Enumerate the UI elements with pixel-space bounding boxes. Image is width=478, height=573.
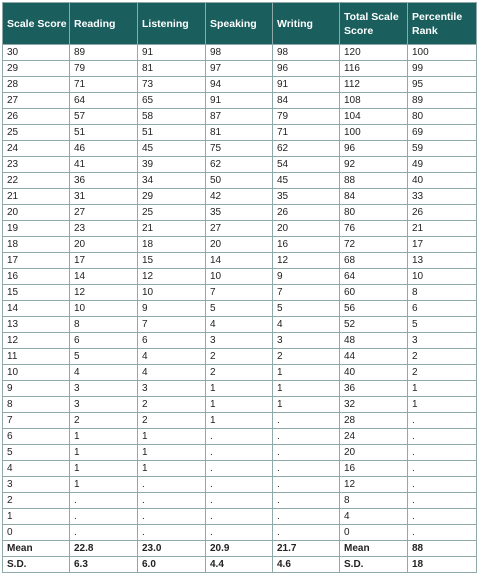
cell-percentile-rank: 18 <box>408 557 477 573</box>
cell-scale-score: 8 <box>3 397 70 413</box>
cell-total-scale-score: 4 <box>340 509 408 525</box>
cell-total-scale-score: 52 <box>340 317 408 333</box>
cell-scale-score: 21 <box>3 189 70 205</box>
table-row <box>3 317 477 333</box>
cell-listening: 4 <box>138 349 206 365</box>
sd-row <box>3 557 477 573</box>
cell-total-scale-score: 60 <box>340 285 408 301</box>
cell-writing: . <box>273 509 340 525</box>
cell-listening: 3 <box>138 381 206 397</box>
cell-percentile-rank: . <box>408 509 477 525</box>
cell-scale-score: 5 <box>3 445 70 461</box>
cell-percentile-rank: 100 <box>408 45 477 61</box>
cell-speaking: . <box>206 477 273 493</box>
cell-speaking: . <box>206 509 273 525</box>
cell-percentile-rank: . <box>408 445 477 461</box>
cell-total-scale-score: 64 <box>340 269 408 285</box>
cell-scale-score: 1 <box>3 509 70 525</box>
cell-listening: 6.0 <box>138 557 206 573</box>
table-row <box>3 93 477 109</box>
cell-listening: 12 <box>138 269 206 285</box>
table-row <box>3 285 477 301</box>
cell-reading: 71 <box>70 77 138 93</box>
cell-writing: 98 <box>273 45 340 61</box>
cell-speaking: 98 <box>206 45 273 61</box>
cell-total-scale-score: 112 <box>340 77 408 93</box>
cell-writing: 12 <box>273 253 340 269</box>
table-row <box>3 189 477 205</box>
cell-speaking: 2 <box>206 365 273 381</box>
cell-speaking: . <box>206 445 273 461</box>
cell-writing: 21.7 <box>273 541 340 557</box>
cell-reading: 1 <box>70 461 138 477</box>
mean-row <box>3 541 477 557</box>
cell-reading: 20 <box>70 237 138 253</box>
cell-speaking: 75 <box>206 141 273 157</box>
cell-listening: 9 <box>138 301 206 317</box>
table-header <box>3 3 477 45</box>
cell-reading: . <box>70 493 138 509</box>
cell-percentile-rank: 26 <box>408 205 477 221</box>
cell-scale-score: 10 <box>3 365 70 381</box>
cell-listening: . <box>138 493 206 509</box>
cell-listening: 58 <box>138 109 206 125</box>
cell-percentile-rank: . <box>408 525 477 541</box>
table-row <box>3 349 477 365</box>
cell-reading: . <box>70 525 138 541</box>
cell-total-scale-score: 12 <box>340 477 408 493</box>
cell-scale-score: 7 <box>3 413 70 429</box>
cell-scale-score: 22 <box>3 173 70 189</box>
cell-writing: 1 <box>273 365 340 381</box>
cell-speaking: 35 <box>206 205 273 221</box>
cell-speaking: 4.4 <box>206 557 273 573</box>
cell-writing: 71 <box>273 125 340 141</box>
table-body <box>3 45 477 573</box>
cell-percentile-rank: 2 <box>408 365 477 381</box>
cell-percentile-rank: 8 <box>408 285 477 301</box>
cell-writing: 26 <box>273 205 340 221</box>
table-row <box>3 429 477 445</box>
cell-scale-score: 0 <box>3 525 70 541</box>
cell-listening: . <box>138 509 206 525</box>
cell-speaking: 1 <box>206 413 273 429</box>
cell-reading: 51 <box>70 125 138 141</box>
cell-writing: 91 <box>273 77 340 93</box>
cell-scale-score: 11 <box>3 349 70 365</box>
cell-writing: . <box>273 477 340 493</box>
cell-listening: 39 <box>138 157 206 173</box>
cell-writing: 79 <box>273 109 340 125</box>
cell-reading: 14 <box>70 269 138 285</box>
cell-reading: 1 <box>70 477 138 493</box>
table-row <box>3 157 477 173</box>
cell-listening: 65 <box>138 93 206 109</box>
cell-listening: 1 <box>138 461 206 477</box>
cell-percentile-rank: 17 <box>408 237 477 253</box>
cell-reading: 12 <box>70 285 138 301</box>
cell-speaking: 3 <box>206 333 273 349</box>
cell-writing: 16 <box>273 237 340 253</box>
cell-reading: 64 <box>70 93 138 109</box>
cell-writing: 9 <box>273 269 340 285</box>
cell-reading: 5 <box>70 349 138 365</box>
cell-reading: 1 <box>70 429 138 445</box>
cell-writing: . <box>273 429 340 445</box>
cell-writing: . <box>273 493 340 509</box>
cell-speaking: 1 <box>206 381 273 397</box>
cell-scale-score: 24 <box>3 141 70 157</box>
cell-scale-score: Mean <box>3 541 70 557</box>
cell-speaking: 91 <box>206 93 273 109</box>
cell-writing: 5 <box>273 301 340 317</box>
cell-scale-score: 20 <box>3 205 70 221</box>
cell-listening: 45 <box>138 141 206 157</box>
table-row <box>3 173 477 189</box>
header-writing: Writing <box>273 3 340 45</box>
cell-speaking: 94 <box>206 77 273 93</box>
score-conversion-table <box>2 2 477 573</box>
cell-total-scale-score: 120 <box>340 45 408 61</box>
cell-percentile-rank: 3 <box>408 333 477 349</box>
cell-speaking: . <box>206 525 273 541</box>
cell-percentile-rank: 59 <box>408 141 477 157</box>
cell-percentile-rank: 6 <box>408 301 477 317</box>
cell-listening: 2 <box>138 413 206 429</box>
cell-speaking: 20.9 <box>206 541 273 557</box>
cell-total-scale-score: 36 <box>340 381 408 397</box>
cell-total-scale-score: 88 <box>340 173 408 189</box>
cell-writing: 7 <box>273 285 340 301</box>
cell-speaking: 97 <box>206 61 273 77</box>
cell-scale-score: 17 <box>3 253 70 269</box>
cell-percentile-rank: 95 <box>408 77 477 93</box>
cell-total-scale-score: 92 <box>340 157 408 173</box>
cell-reading: 6.3 <box>70 557 138 573</box>
cell-writing: 1 <box>273 381 340 397</box>
table-row <box>3 525 477 541</box>
cell-percentile-rank: . <box>408 429 477 445</box>
table-row <box>3 237 477 253</box>
cell-reading: 1 <box>70 445 138 461</box>
cell-scale-score: 4 <box>3 461 70 477</box>
header-row <box>3 3 477 45</box>
cell-total-scale-score: Mean <box>340 541 408 557</box>
cell-percentile-rank: 1 <box>408 381 477 397</box>
cell-listening: 10 <box>138 285 206 301</box>
cell-scale-score: 29 <box>3 61 70 77</box>
cell-percentile-rank: 5 <box>408 317 477 333</box>
cell-writing: 2 <box>273 349 340 365</box>
cell-total-scale-score: 104 <box>340 109 408 125</box>
header-scale-score: Scale Score <box>3 3 70 45</box>
cell-writing: . <box>273 525 340 541</box>
cell-scale-score: 14 <box>3 301 70 317</box>
cell-writing: 62 <box>273 141 340 157</box>
cell-percentile-rank: 40 <box>408 173 477 189</box>
cell-scale-score: 26 <box>3 109 70 125</box>
table-row <box>3 333 477 349</box>
cell-scale-score: 23 <box>3 157 70 173</box>
table-row <box>3 61 477 77</box>
cell-percentile-rank: 13 <box>408 253 477 269</box>
table-row <box>3 477 477 493</box>
cell-reading: 79 <box>70 61 138 77</box>
cell-percentile-rank: . <box>408 493 477 509</box>
table-row <box>3 269 477 285</box>
cell-percentile-rank: 80 <box>408 109 477 125</box>
cell-speaking: 2 <box>206 349 273 365</box>
header-listening: Listening <box>138 3 206 45</box>
cell-speaking: 81 <box>206 125 273 141</box>
cell-scale-score: S.D. <box>3 557 70 573</box>
cell-listening: 91 <box>138 45 206 61</box>
cell-writing: 1 <box>273 397 340 413</box>
cell-scale-score: 6 <box>3 429 70 445</box>
cell-total-scale-score: 16 <box>340 461 408 477</box>
cell-reading: 23 <box>70 221 138 237</box>
cell-speaking: 87 <box>206 109 273 125</box>
cell-scale-score: 3 <box>3 477 70 493</box>
cell-percentile-rank: . <box>408 461 477 477</box>
cell-percentile-rank: 49 <box>408 157 477 173</box>
cell-speaking: 7 <box>206 285 273 301</box>
cell-speaking: 5 <box>206 301 273 317</box>
cell-speaking: . <box>206 429 273 445</box>
table-row <box>3 301 477 317</box>
cell-writing: 84 <box>273 93 340 109</box>
cell-listening: 34 <box>138 173 206 189</box>
cell-reading: 46 <box>70 141 138 157</box>
cell-writing: 96 <box>273 61 340 77</box>
table-row <box>3 125 477 141</box>
table-row <box>3 253 477 269</box>
cell-scale-score: 9 <box>3 381 70 397</box>
cell-total-scale-score: 68 <box>340 253 408 269</box>
cell-listening: 4 <box>138 365 206 381</box>
cell-reading: 31 <box>70 189 138 205</box>
header-total-scale-score: Total Scale Score <box>340 3 408 45</box>
table-row <box>3 445 477 461</box>
cell-listening: 73 <box>138 77 206 93</box>
cell-reading: 57 <box>70 109 138 125</box>
cell-speaking: . <box>206 461 273 477</box>
cell-listening: . <box>138 525 206 541</box>
cell-reading: . <box>70 509 138 525</box>
cell-percentile-rank: 88 <box>408 541 477 557</box>
cell-reading: 8 <box>70 317 138 333</box>
cell-speaking: . <box>206 493 273 509</box>
table-row <box>3 221 477 237</box>
cell-writing: 4 <box>273 317 340 333</box>
cell-total-scale-score: 96 <box>340 141 408 157</box>
cell-percentile-rank: 1 <box>408 397 477 413</box>
cell-percentile-rank: 69 <box>408 125 477 141</box>
cell-writing: 4.6 <box>273 557 340 573</box>
cell-total-scale-score: 48 <box>340 333 408 349</box>
cell-reading: 2 <box>70 413 138 429</box>
cell-percentile-rank: 10 <box>408 269 477 285</box>
cell-reading: 17 <box>70 253 138 269</box>
cell-listening: 51 <box>138 125 206 141</box>
header-percentile-rank: Percentile Rank <box>408 3 477 45</box>
cell-reading: 3 <box>70 397 138 413</box>
cell-speaking: 1 <box>206 397 273 413</box>
cell-speaking: 50 <box>206 173 273 189</box>
table-row <box>3 461 477 477</box>
cell-speaking: 20 <box>206 237 273 253</box>
cell-writing: . <box>273 445 340 461</box>
cell-total-scale-score: 8 <box>340 493 408 509</box>
cell-speaking: 62 <box>206 157 273 173</box>
cell-total-scale-score: 116 <box>340 61 408 77</box>
cell-writing: . <box>273 461 340 477</box>
cell-total-scale-score: 20 <box>340 445 408 461</box>
cell-listening: 15 <box>138 253 206 269</box>
cell-percentile-rank: 33 <box>408 189 477 205</box>
cell-scale-score: 2 <box>3 493 70 509</box>
cell-total-scale-score: 56 <box>340 301 408 317</box>
table-row <box>3 509 477 525</box>
cell-listening: 7 <box>138 317 206 333</box>
cell-scale-score: 12 <box>3 333 70 349</box>
cell-reading: 22.8 <box>70 541 138 557</box>
cell-total-scale-score: 24 <box>340 429 408 445</box>
cell-listening: 2 <box>138 397 206 413</box>
cell-total-scale-score: 40 <box>340 365 408 381</box>
table-row <box>3 141 477 157</box>
cell-reading: 3 <box>70 381 138 397</box>
cell-writing: 20 <box>273 221 340 237</box>
cell-reading: 89 <box>70 45 138 61</box>
table-row <box>3 397 477 413</box>
cell-total-scale-score: 84 <box>340 189 408 205</box>
cell-writing: . <box>273 413 340 429</box>
cell-listening: 23.0 <box>138 541 206 557</box>
header-reading: Reading <box>70 3 138 45</box>
cell-total-scale-score: 32 <box>340 397 408 413</box>
cell-listening: 25 <box>138 205 206 221</box>
cell-scale-score: 19 <box>3 221 70 237</box>
cell-speaking: 27 <box>206 221 273 237</box>
cell-reading: 27 <box>70 205 138 221</box>
cell-total-scale-score: 80 <box>340 205 408 221</box>
cell-percentile-rank: 99 <box>408 61 477 77</box>
cell-total-scale-score: 108 <box>340 93 408 109</box>
cell-speaking: 4 <box>206 317 273 333</box>
cell-reading: 4 <box>70 365 138 381</box>
cell-total-scale-score: 28 <box>340 413 408 429</box>
cell-total-scale-score: 72 <box>340 237 408 253</box>
cell-reading: 10 <box>70 301 138 317</box>
cell-listening: 21 <box>138 221 206 237</box>
table-row <box>3 45 477 61</box>
cell-scale-score: 18 <box>3 237 70 253</box>
cell-writing: 3 <box>273 333 340 349</box>
table-row <box>3 109 477 125</box>
cell-scale-score: 16 <box>3 269 70 285</box>
cell-total-scale-score: 0 <box>340 525 408 541</box>
cell-speaking: 14 <box>206 253 273 269</box>
cell-percentile-rank: 21 <box>408 221 477 237</box>
cell-listening: 1 <box>138 429 206 445</box>
cell-scale-score: 15 <box>3 285 70 301</box>
cell-scale-score: 27 <box>3 93 70 109</box>
cell-percentile-rank: 2 <box>408 349 477 365</box>
table-row <box>3 381 477 397</box>
cell-total-scale-score: 76 <box>340 221 408 237</box>
cell-scale-score: 25 <box>3 125 70 141</box>
cell-speaking: 42 <box>206 189 273 205</box>
header-speaking: Speaking <box>206 3 273 45</box>
cell-total-scale-score: S.D. <box>340 557 408 573</box>
cell-listening: 29 <box>138 189 206 205</box>
cell-total-scale-score: 44 <box>340 349 408 365</box>
table-row <box>3 205 477 221</box>
cell-percentile-rank: . <box>408 413 477 429</box>
cell-writing: 54 <box>273 157 340 173</box>
cell-listening: 6 <box>138 333 206 349</box>
cell-total-scale-score: 100 <box>340 125 408 141</box>
cell-percentile-rank: 89 <box>408 93 477 109</box>
cell-reading: 6 <box>70 333 138 349</box>
cell-reading: 41 <box>70 157 138 173</box>
table-row <box>3 413 477 429</box>
cell-listening: . <box>138 477 206 493</box>
cell-writing: 45 <box>273 173 340 189</box>
cell-listening: 1 <box>138 445 206 461</box>
table-row <box>3 77 477 93</box>
cell-scale-score: 13 <box>3 317 70 333</box>
cell-reading: 36 <box>70 173 138 189</box>
table-row <box>3 493 477 509</box>
cell-writing: 35 <box>273 189 340 205</box>
cell-listening: 81 <box>138 61 206 77</box>
cell-percentile-rank: . <box>408 477 477 493</box>
table-row <box>3 365 477 381</box>
cell-scale-score: 28 <box>3 77 70 93</box>
cell-listening: 18 <box>138 237 206 253</box>
cell-speaking: 10 <box>206 269 273 285</box>
cell-scale-score: 30 <box>3 45 70 61</box>
